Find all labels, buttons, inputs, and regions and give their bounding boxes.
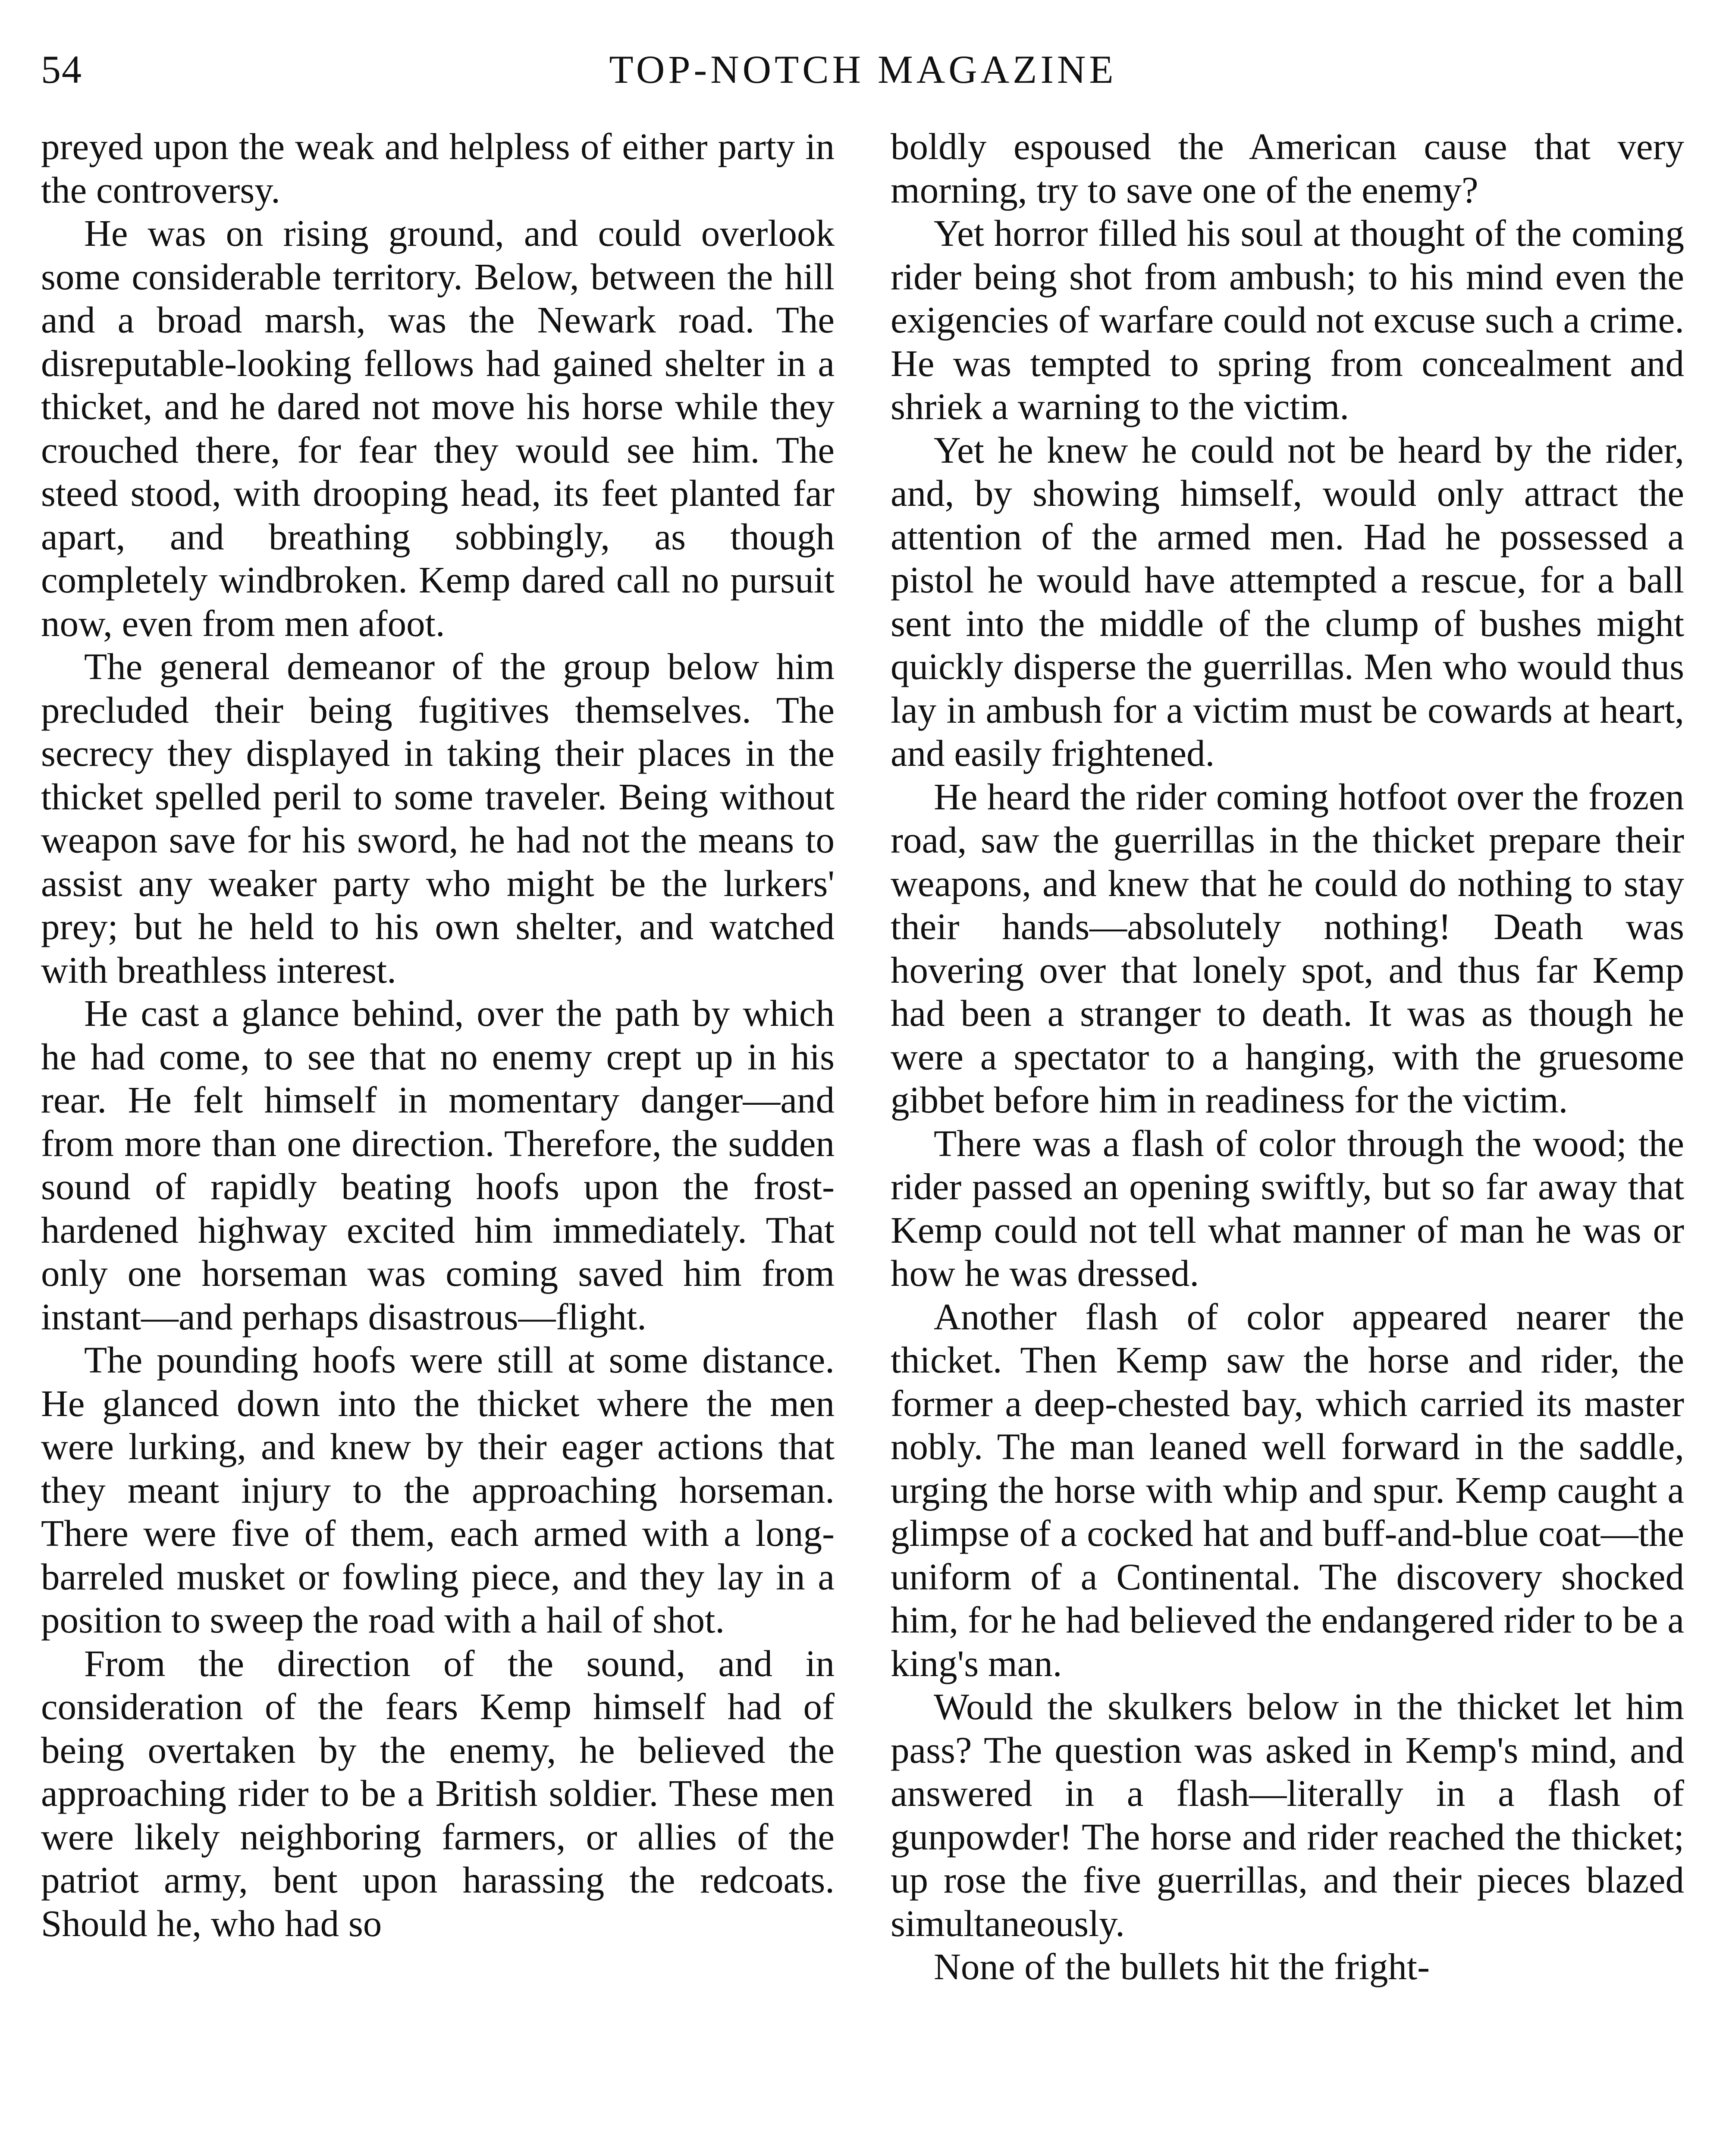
right-column: [891, 125, 1684, 1989]
paragraph: Yet horror filled his soul at thought of the coming rider being shot from ambush; to his mind even the exigencies of warfare could not excuse such a crime. He was tempted to spring from concealment and shriek a warning to the victim.: [891, 212, 1684, 427]
paragraph: The pounding hoofs were still at some distance. He glanced down into the thicket where the men were lurking, and knew by their eager actions that they meant injury to the approaching horseman. There were five of them, each armed with a long-barreled musket or fowling piece, and they lay in a position to sweep the road with a hail of shot.: [41, 1339, 835, 1641]
paragraph: Yet he knew he could not be heard by the rider, and, by showing himself, would only attract the attention of the armed men. Had he possessed a pistol he would have attempted a rescue, for a ball sent into the middle of the clump of bushes might quickly disperse the guerrillas. Men who would thus lay in ambush for a victim must be cowards at heart, and easily frightened.: [891, 429, 1684, 774]
paragraph: None of the bullets hit the fright-: [934, 1946, 1430, 1987]
paragraph: He was on rising ground, and could overlook some considerable territory. Below, between the hill and a broad marsh, was the Newark road. The disreputable-looking fellows had gained shelter in a thicket, and he dared not move his horse while they crouched there, for fear they would see him. The steed stood, with drooping head, its feet planted far apart, and breathing sobbingly, as though completely windbroken. Kemp dared call no pursuit now, even from men afoot.: [41, 212, 835, 644]
paragraph: Would the skulkers below in the thicket let him pass? The question was asked in Kemp's mind, and answered in a flash—literally in a flash of gunpowder! The horse and rider reached the thicket; up rose the five guerrillas, and their pieces blazed simultaneously.: [891, 1686, 1684, 1944]
paragraph: He heard the rider coming hotfoot over the frozen road, saw the guerrillas in the thicket prepare their weapons, and knew that he could do nothing to stay their hands—absolutely nothing! Death was hovering over that lonely spot, and thus far Kemp had been a stranger to death. It was as though he were a spectator to a hanging, with the gruesome gibbet before him in readiness for the victim.: [891, 775, 1684, 1121]
left-column: [41, 125, 835, 1945]
paragraph: Another flash of color appeared nearer the thicket. Then Kemp saw the horse and rider, the former a deep-chested bay, which carried its master nobly. The man leaned well forward in the saddle, urging the horse with whip and spur. Kemp caught a glimpse of a cocked hat and buff-and-blue coat—the uniform of a Continental. The discovery shocked him, for he had believed the endangered rider to be a king's man.: [891, 1295, 1684, 1684]
paragraph: preyed upon the weak and helpless of either party in the controversy.: [41, 125, 835, 211]
paragraph: The general demeanor of the group below him precluded their being fugitives themselves. The secrecy they displayed in taking their places in the thicket spelled peril to some traveler. Being without weapon save for his sword, he had not the means to assist any weaker party who might be the lurkers' prey; but he held to his own shelter, and watched with breathless interest.: [41, 646, 835, 991]
page-header: [41, 47, 1685, 98]
paragraph: He cast a glance behind, over the path by which he had come, to see that no enemy crept up in his rear. He felt himself in momentary danger—and from more than one direction. Therefore, the sudden sound of rapidly beating hoofs upon the frost-hardened highway excited him immediately. That only one horseman was coming saved him from instant—and perhaps disastrous—flight.: [41, 992, 835, 1338]
paragraph: There was a flash of color through the wood; the rider passed an opening swiftly, but so far away that Kemp could not tell what manner of man he was or how he was dressed.: [891, 1122, 1684, 1294]
paragraph: From the direction of the sound, and in consideration of the fears Kemp himself had of being overtaken by the enemy, he believed the approaching rider to be a British soldier. These men were likely neighboring farmers, or allies of the patriot army, bent upon harassing the redcoats. Should he, who had so: [41, 1642, 835, 1944]
paragraph: boldly espoused the American cause that very morning, try to save one of the enemy?: [891, 125, 1684, 211]
page-number: 54: [41, 47, 82, 91]
running-title: TOP-NOTCH MAGAZINE: [609, 47, 1117, 91]
